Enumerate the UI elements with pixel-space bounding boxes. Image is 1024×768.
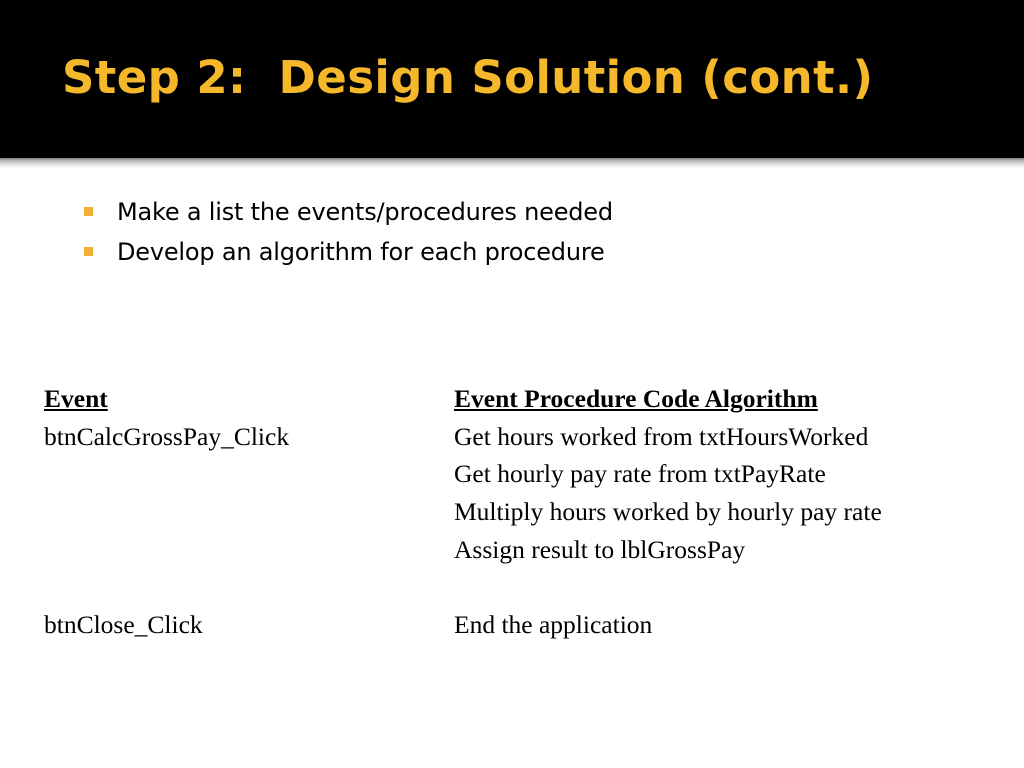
title-divider	[0, 158, 1024, 168]
algorithm-step: Get hours worked from txtHoursWorked	[454, 422, 869, 451]
title-bar	[0, 0, 1024, 158]
bullet-text: Make a list the events/procedures needed	[117, 198, 613, 226]
algorithm-step: Get hourly pay rate from txtPayRate	[454, 459, 826, 488]
event-name: btnCalcGrossPay_Click	[44, 422, 290, 451]
algorithm-step: End the application	[454, 610, 653, 639]
algorithm-step: Assign result to lblGrossPay	[454, 535, 746, 564]
bullet-text: Develop an algorithm for each procedure	[117, 238, 605, 266]
algorithm-step: Multiply hours worked by hourly pay rate	[454, 497, 882, 526]
square-bullet-icon	[84, 247, 93, 256]
algorithm-column-header: Event Procedure Code Algorithm	[454, 384, 818, 413]
slide-title: Step 2: Design Solution (cont.)	[62, 51, 874, 104]
square-bullet-icon	[84, 207, 93, 216]
event-column-header: Event	[44, 384, 108, 413]
event-name: btnClose_Click	[44, 610, 203, 639]
